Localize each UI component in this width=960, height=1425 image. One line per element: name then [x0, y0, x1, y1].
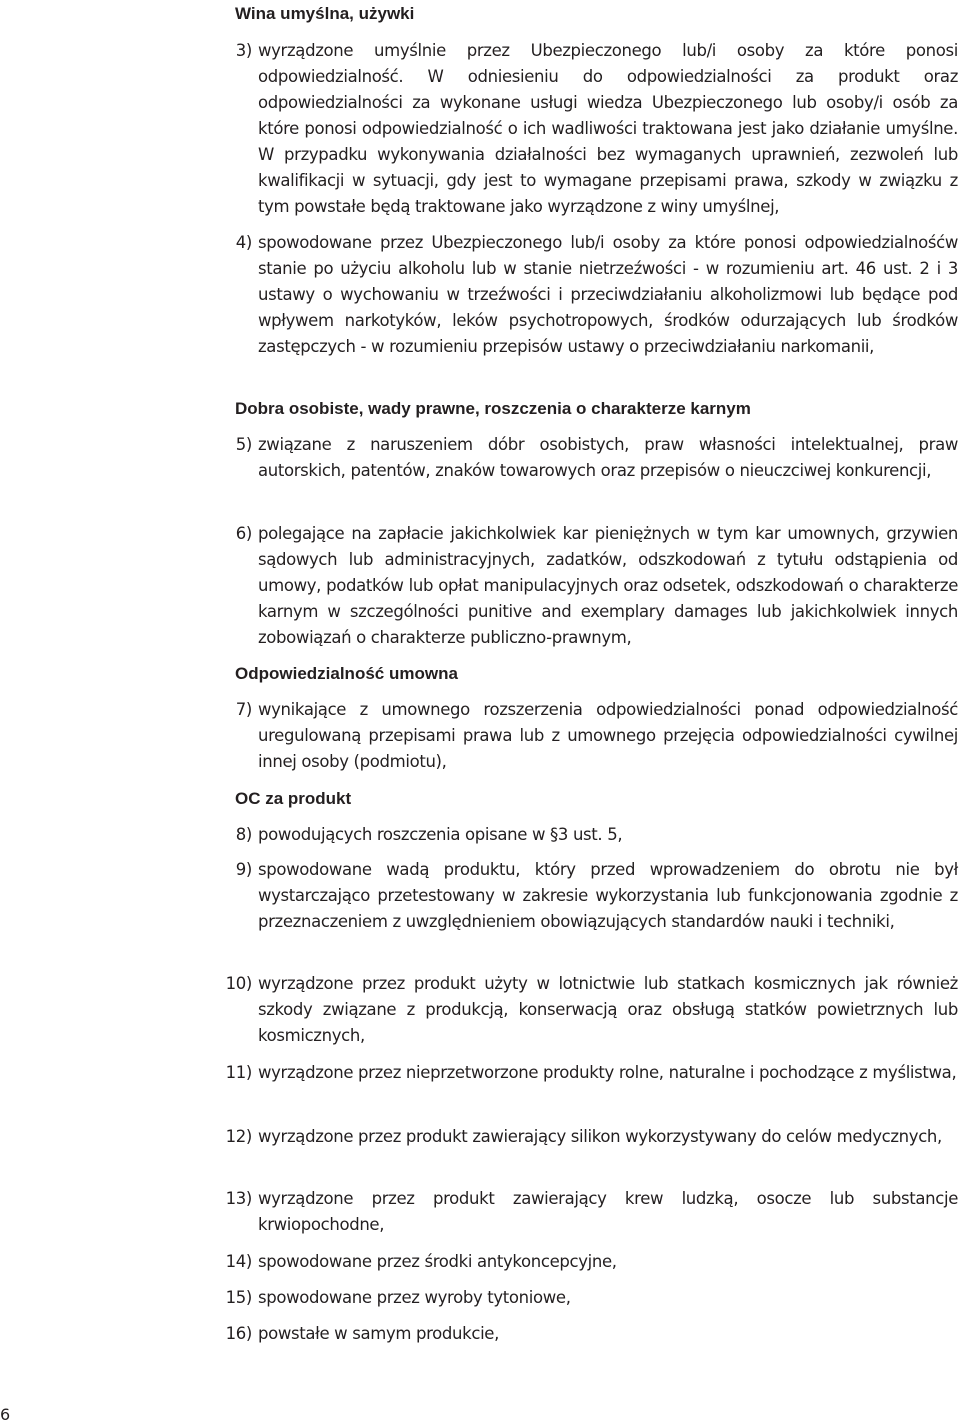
item-number: 12): [225, 1127, 252, 1146]
section-heading-personal-rights: Dobra osobiste, wady prawne, roszczenia o charakterze karnym: [235, 399, 751, 418]
page-number: 6: [0, 1405, 11, 1424]
item-text: wyrządzone przez produkt użyty w lotnictwie lub statkach kosmicznych jak również szkody związane z produkcją, konserwacją oraz obsługą statków powietrznych lub kosmicznych,: [258, 974, 958, 1045]
item-text: spowodowane przez Ubezpieczonego lub/i osoby za które ponosi odpowiedzialnośćw stanie po użyciu alkoholu lub w stanie nietrzeźwości - w rozumieniu art. 46 ust. 2 i 3 ustawy o wychowaniu w trzeźwości i przeciwdziałaniu alkoholizmowi lub będące pod wpływem narkotyków, leków psychotropowych, środków odurzających lub środków zastępczych - w rozumieniu przepisów ustawy o przeciwdziałaniu narkomanii,: [258, 233, 958, 356]
item-text: wyrządzone przez nieprzetworzone produkty rolne, naturalne i pochodzące z myślistwa,: [258, 1063, 957, 1082]
item-number: 10): [225, 974, 252, 993]
item-number: 3): [235, 41, 252, 60]
item-number: 14): [225, 1252, 252, 1271]
item-number: 7): [235, 700, 252, 719]
item-text: spowodowane przez wyroby tytoniowe,: [258, 1288, 571, 1307]
item-text: wynikające z umownego rozszerzenia odpowiedzialności ponad odpowiedzialność uregulowaną przepisami prawa lub z umownego przejęcia odpowiedzialności cywilnej innej osoby (podmiotu),: [258, 700, 958, 771]
item-text: powodujących roszczenia opisane w §3 ust. 5,: [258, 825, 623, 844]
item-number: 16): [225, 1324, 252, 1343]
item-number: 15): [225, 1288, 252, 1307]
item-text: polegające na zapłacie jakichkolwiek kar pieniężnych w tym kar umownych, grzywien sądowych lub administracyjnych, zadatków, odszkodowań z tytułu odstąpienia od umowy, podatków lub opłat manipulacyjnych oraz odsetek, odszkodowań o charakterze karnym w szczególności punitive and exemplary damages lub jakichkolwiek innych zobowiązań o charakterze publiczno-prawnym,: [258, 524, 958, 647]
item-number: 9): [235, 860, 252, 879]
item-text: spowodowane wadą produktu, który przed wprowadzeniem do obrotu nie był wystarczająco przetestowany w zakresie wykorzystania lub funkcjonowania zgodnie z przeznaczeniem z uwzględnieniem obowiązujących standardów nauki i techniki,: [258, 860, 958, 931]
section-heading-intent: Wina umyślna, używki: [235, 4, 415, 23]
item-text: spowodowane przez środki antykoncepcyjne,: [258, 1252, 617, 1271]
item-number: 6): [235, 524, 252, 543]
section-heading-product-liability: OC za produkt: [235, 789, 352, 808]
item-text: związane z naruszeniem dóbr osobistych, praw własności intelektualnej, praw autorskich, patentów, znaków towarowych oraz przepisów o nieuczciwej konkurencji,: [258, 435, 958, 480]
item-text: wyrządzone umyślnie przez Ubezpieczonego lub/i osoby za które ponosi odpowiedzialność. W odniesieniu do odpowiedzialności za produkt oraz odpowiedzialności za wykonane usługi wiedza Ubezpieczonego lub osoby/i osób za które ponosi odpowiedzialność o ich wadliwości traktowana jest jako działanie umyślne. W przypadku wykonywania działalności bez wymaganych uprawnień, zezwoleń lub kwalifikacji w sytuacji, gdy jest to wymagane przepisami prawa, szkody w związku z tym powstałe będą traktowane jako wyrządzone z winy umyślnej,: [258, 41, 958, 216]
item-number: 11): [225, 1063, 252, 1082]
item-text: powstałe w samym produkcie,: [258, 1324, 500, 1343]
item-text: wyrządzone przez produkt zawierający krew ludzką, osocze lub substancje krwiopochodne,: [258, 1189, 958, 1234]
item-text: wyrządzone przez produkt zawierający silikon wykorzystywany do celów medycznych,: [258, 1127, 942, 1146]
item-number: 4): [235, 233, 252, 252]
item-number: 8): [235, 825, 252, 844]
item-number: 13): [225, 1189, 252, 1208]
item-number: 5): [235, 435, 252, 454]
section-heading-contractual-liability: Odpowiedzialność umowna: [235, 664, 458, 683]
